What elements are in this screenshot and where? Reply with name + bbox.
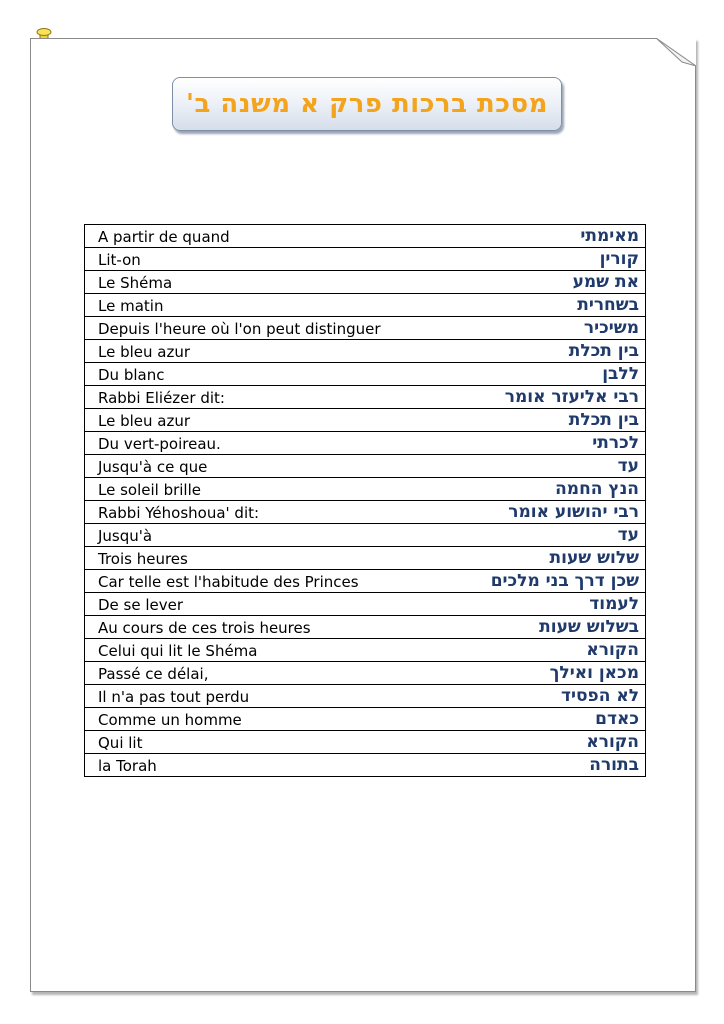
folded-corner-icon bbox=[656, 38, 696, 66]
hebrew-term: משיכיר bbox=[425, 317, 646, 340]
table-row bbox=[85, 501, 646, 524]
table-row bbox=[85, 685, 646, 708]
table-row bbox=[85, 271, 646, 294]
french-translation: Le matin bbox=[85, 294, 425, 317]
hebrew-term: לעמוד bbox=[425, 593, 646, 616]
hebrew-term: בין תכלת bbox=[425, 340, 646, 363]
table-row bbox=[85, 616, 646, 639]
table-row bbox=[85, 593, 646, 616]
table-row bbox=[85, 639, 646, 662]
hebrew-term: שכן דרך בני מלכים bbox=[425, 570, 646, 593]
french-translation: Celui qui lit le Shéma bbox=[85, 639, 425, 662]
title-banner bbox=[172, 77, 562, 131]
hebrew-term: לכרתי bbox=[425, 432, 646, 455]
french-translation: Comme un homme bbox=[85, 708, 425, 731]
french-translation: Depuis l'heure où l'on peut distinguer bbox=[85, 317, 425, 340]
french-translation: Trois heures bbox=[85, 547, 425, 570]
french-translation: Qui lit bbox=[85, 731, 425, 754]
hebrew-term: רבי יהושוע אומר bbox=[425, 501, 646, 524]
french-translation: Car telle est l'habitude des Princes bbox=[85, 570, 425, 593]
page-title: מסכת ברכות פרק א משנה ב' bbox=[186, 89, 548, 119]
hebrew-term: כאדם bbox=[425, 708, 646, 731]
french-translation: Rabbi Yéhoshoua' dit: bbox=[85, 501, 425, 524]
hebrew-term: שלוש שעות bbox=[425, 547, 646, 570]
table-row bbox=[85, 455, 646, 478]
french-translation: Du blanc bbox=[85, 363, 425, 386]
table-row bbox=[85, 386, 646, 409]
french-translation: Le bleu azur bbox=[85, 340, 425, 363]
hebrew-term: בתורה bbox=[425, 754, 646, 777]
hebrew-term: בשחרית bbox=[425, 294, 646, 317]
hebrew-term: הקורא bbox=[425, 731, 646, 754]
hebrew-term: הנץ החמה bbox=[425, 478, 646, 501]
table-row bbox=[85, 409, 646, 432]
hebrew-term: רבי אליעזר אומר bbox=[425, 386, 646, 409]
hebrew-term: הקורא bbox=[425, 639, 646, 662]
french-translation: A partir de quand bbox=[85, 225, 425, 248]
table-row bbox=[85, 340, 646, 363]
hebrew-term: מכאן ואילך bbox=[425, 662, 646, 685]
table-row bbox=[85, 524, 646, 547]
french-translation: la Torah bbox=[85, 754, 425, 777]
table-row bbox=[85, 708, 646, 731]
hebrew-term: קורין bbox=[425, 248, 646, 271]
french-translation: Rabbi Eliézer dit: bbox=[85, 386, 425, 409]
vocabulary-table-body bbox=[85, 225, 646, 777]
french-translation: Le soleil brille bbox=[85, 478, 425, 501]
hebrew-term: בין תכלת bbox=[425, 409, 646, 432]
vocabulary-table bbox=[84, 224, 646, 777]
table-row bbox=[85, 363, 646, 386]
french-translation: Lit-on bbox=[85, 248, 425, 271]
hebrew-term: מאימתי bbox=[425, 225, 646, 248]
hebrew-term: עד bbox=[425, 455, 646, 478]
hebrew-term: את שמע bbox=[425, 271, 646, 294]
table-row bbox=[85, 754, 646, 777]
table-row bbox=[85, 432, 646, 455]
table-row bbox=[85, 731, 646, 754]
table-row bbox=[85, 570, 646, 593]
french-translation: Le Shéma bbox=[85, 271, 425, 294]
table-row bbox=[85, 478, 646, 501]
french-translation: Du vert-poireau. bbox=[85, 432, 425, 455]
french-translation: Au cours de ces trois heures bbox=[85, 616, 425, 639]
french-translation: Jusqu'à bbox=[85, 524, 425, 547]
hebrew-term: עד bbox=[425, 524, 646, 547]
french-translation: Il n'a pas tout perdu bbox=[85, 685, 425, 708]
hebrew-term: ללבן bbox=[425, 363, 646, 386]
hebrew-term: בשלוש שעות bbox=[425, 616, 646, 639]
table-row bbox=[85, 317, 646, 340]
french-translation: De se lever bbox=[85, 593, 425, 616]
table-row bbox=[85, 662, 646, 685]
table-row bbox=[85, 547, 646, 570]
table-row bbox=[85, 248, 646, 271]
table-row bbox=[85, 225, 646, 248]
french-translation: Le bleu azur bbox=[85, 409, 425, 432]
hebrew-term: לא הפסיד bbox=[425, 685, 646, 708]
french-translation: Passé ce délai, bbox=[85, 662, 425, 685]
french-translation: Jusqu'à ce que bbox=[85, 455, 425, 478]
table-row bbox=[85, 294, 646, 317]
